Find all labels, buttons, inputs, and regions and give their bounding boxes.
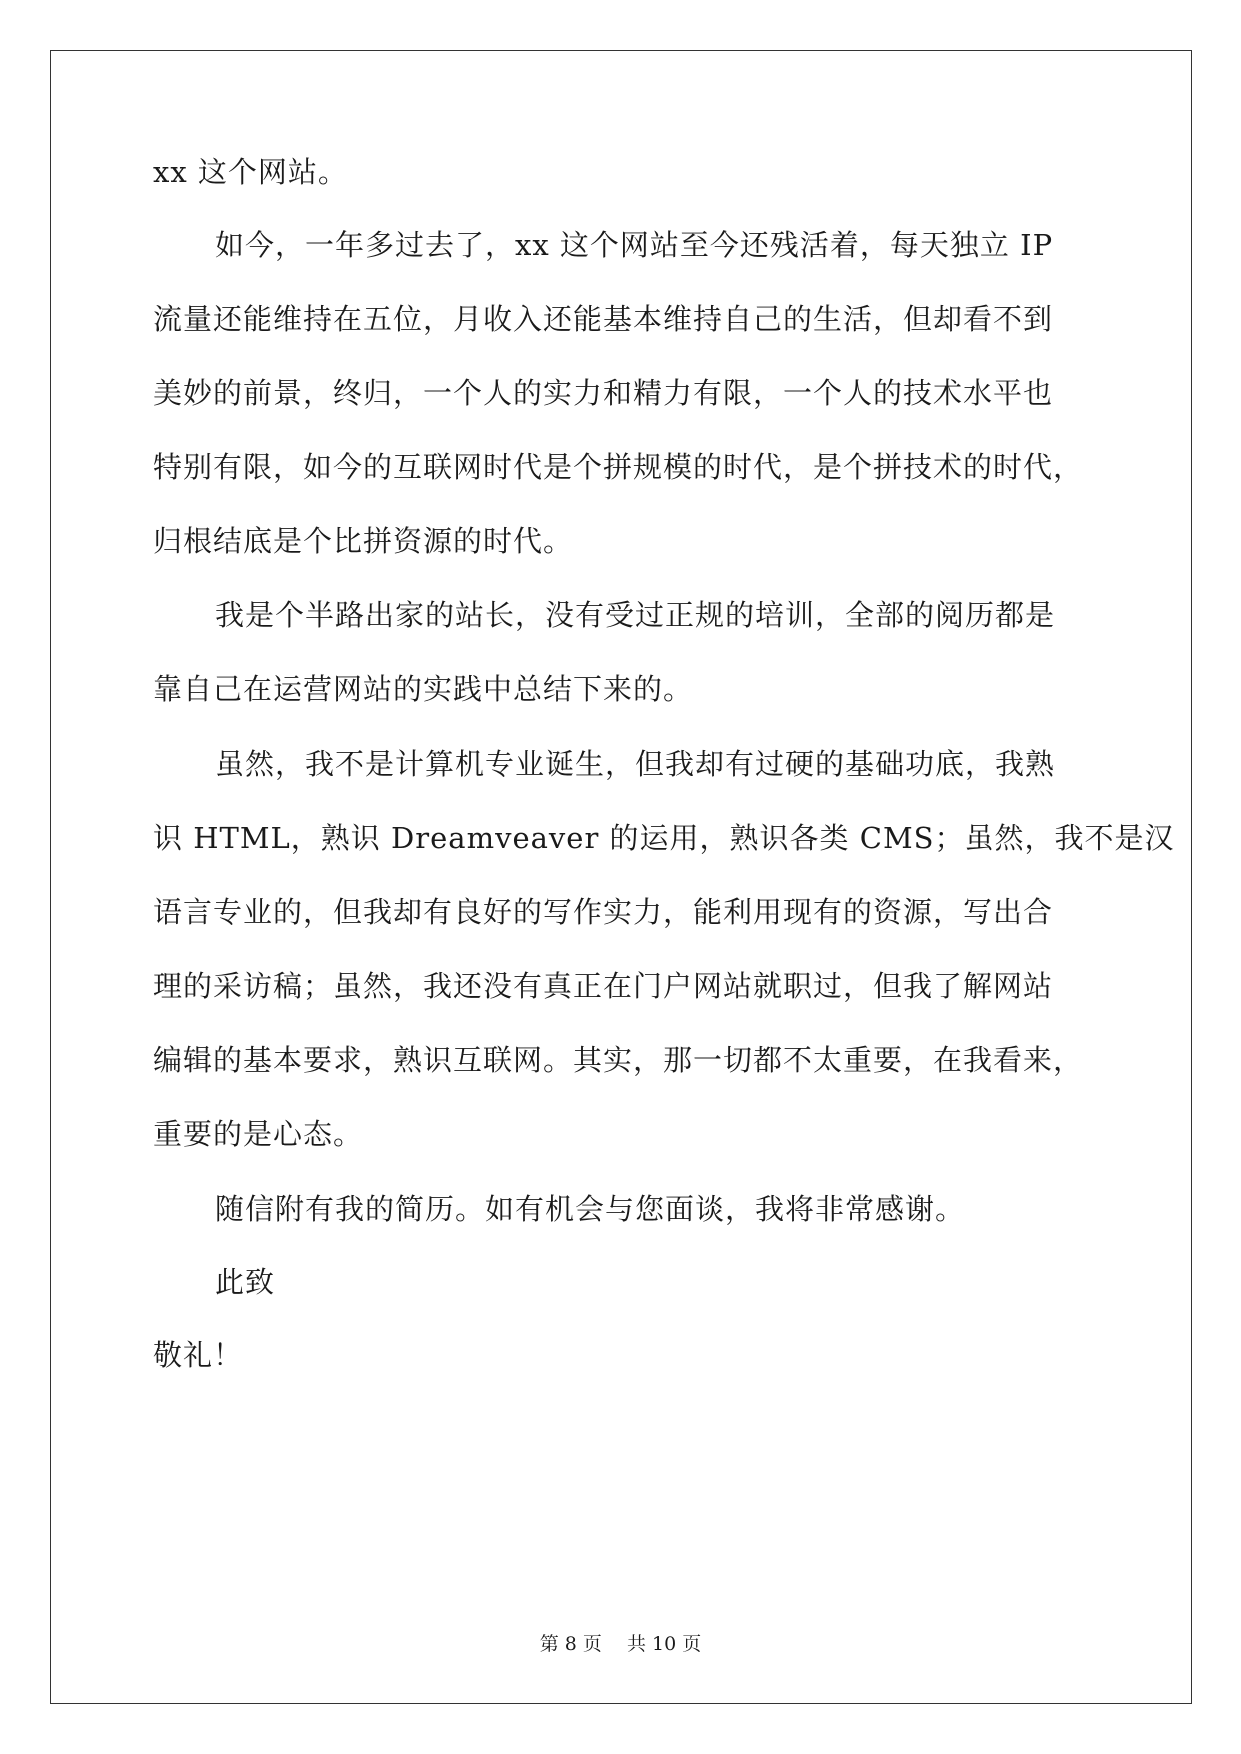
text-line: 靠自己在运营网站的实践中总结下来的。 (153, 672, 694, 706)
text-line: 理的采访稿；虽然，我还没有真正在门户网站就职过，但我了解网站 (153, 969, 1054, 1003)
text-line: 随信附有我的简历。如有机会与您面谈，我将非常感谢。 (215, 1192, 966, 1226)
text-line: 识 HTML，熟识 Dreamveaver 的运用，熟识各类 CMS；虽然，我不是汉 (153, 821, 1175, 855)
text-line: 美妙的前景，终归，一个人的实力和精力有限，一个人的技术水平也 (153, 376, 1054, 410)
text-line: 如今，一年多过去了，xx 这个网站至今还残活着，每天独立 IP (215, 228, 1054, 262)
text-line: 此致 (215, 1265, 276, 1299)
text-line: 我是个半路出家的站长，没有受过正规的培训，全部的阅历都是 (215, 598, 1056, 632)
text-line: 重要的是心态。 (153, 1117, 364, 1151)
text-line: 流量还能维持在五位，月收入还能基本维持自己的生活，但却看不到 (153, 302, 1054, 336)
text-line: 语言专业的，但我却有良好的写作实力，能利用现有的资源，写出合 (153, 895, 1054, 929)
text-line: xx 这个网站。 (153, 155, 348, 189)
text-line: 编辑的基本要求，熟识互联网。其实，那一切都不太重要，在我看来， (153, 1043, 1084, 1077)
text-line: 归根结底是个比拼资源的时代。 (153, 524, 574, 558)
text-line: 虽然，我不是计算机专业诞生，但我却有过硬的基础功底，我熟 (215, 747, 1056, 781)
page-number: 第 8 页 共 10 页 (539, 1633, 702, 1655)
text-line: 特别有限，如今的互联网时代是个拼规模的时代，是个拼技术的时代， (153, 450, 1084, 484)
text-line: 敬礼！ (153, 1338, 244, 1372)
page-border (50, 50, 1192, 1704)
